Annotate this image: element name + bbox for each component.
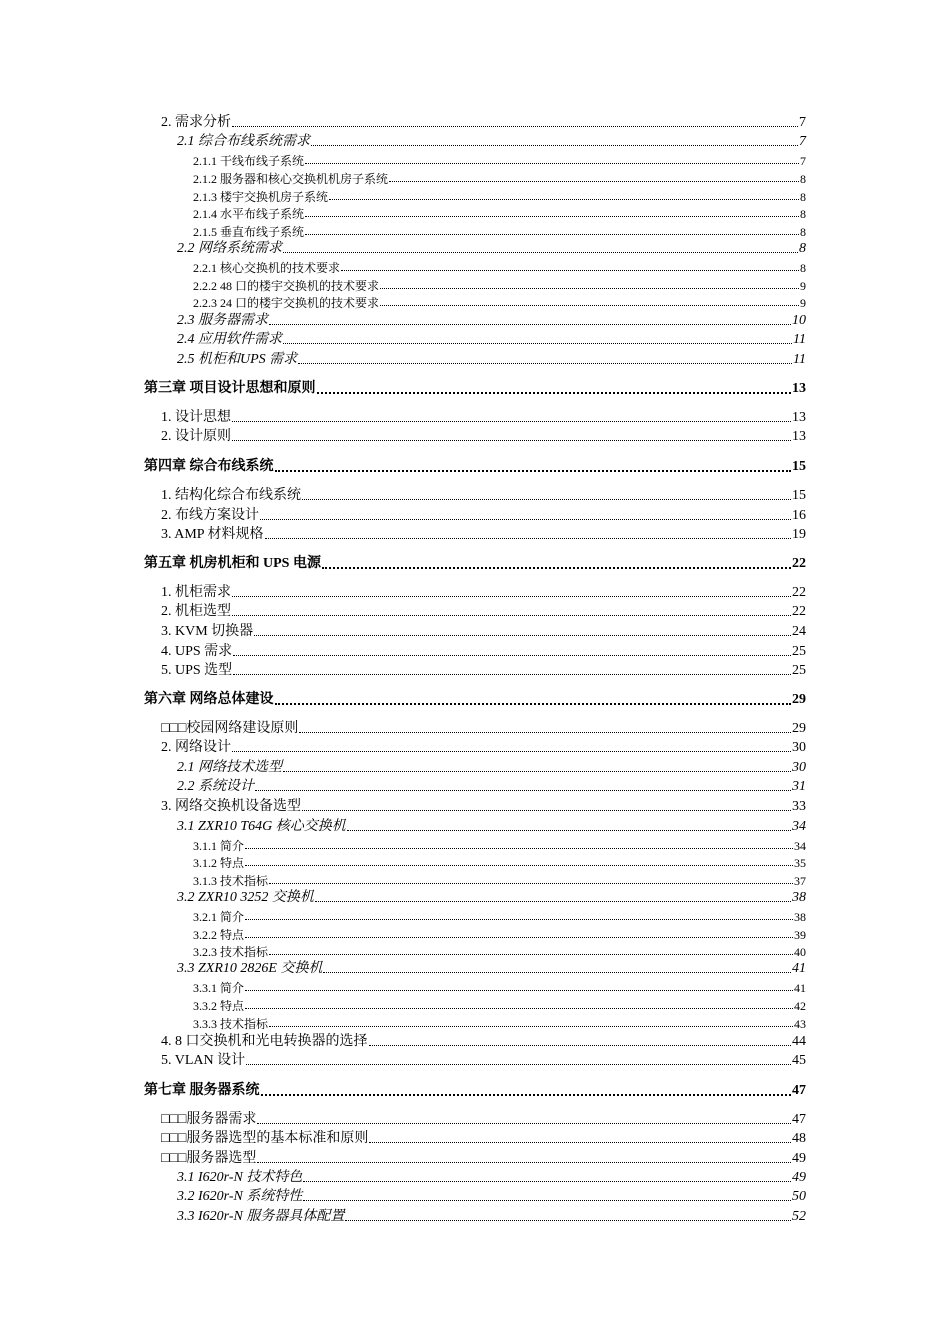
- toc-entry-label: 2.2 网络系统需求: [177, 241, 282, 256]
- toc-entry-label: 2.2.2 48 口的楼宇交换机的技术要求: [193, 279, 380, 293]
- toc-dot-leader: [369, 1045, 792, 1046]
- toc-dot-leader: [299, 732, 791, 733]
- toc-entry-label: 2.5 机柜和UPS 需求: [177, 352, 298, 367]
- toc-entry-label: 2. 需求分析: [161, 115, 231, 130]
- toc-page-number: 45: [792, 1053, 806, 1068]
- toc-dot-leader: [341, 270, 799, 271]
- toc-dot-leader: [380, 288, 799, 289]
- toc-entry[interactable]: [193, 191, 806, 203]
- toc-entry-label: 第七章 服务器系统: [144, 1083, 260, 1098]
- toc-entry[interactable]: [193, 226, 806, 238]
- toc-page-number: 13: [792, 410, 806, 425]
- toc-dot-leader: [305, 216, 799, 217]
- toc-page-number: 42: [794, 999, 806, 1013]
- toc-entry-label: 3.1.3 技术指标: [193, 874, 269, 888]
- toc-page-number: 10: [792, 313, 806, 328]
- toc-entry[interactable]: [161, 509, 806, 523]
- toc-entry-label: 2.3 服务器需求: [177, 313, 268, 328]
- toc-entry-label: 2.1.5 垂直布线子系统: [193, 225, 305, 239]
- toc-entry-label: 2. 网络设计: [161, 740, 231, 755]
- toc-entry[interactable]: [193, 208, 806, 220]
- toc-dot-leader: [298, 363, 792, 364]
- toc-entry[interactable]: [161, 1035, 806, 1049]
- toc-dot-leader: [257, 1123, 791, 1124]
- toc-entry[interactable]: [177, 761, 806, 775]
- toc-page-number: 41: [794, 981, 806, 995]
- toc-entry-label: 2. 机柜选型: [161, 604, 231, 619]
- toc-dot-leader: [345, 1220, 791, 1221]
- toc-page-number: 47: [792, 1112, 806, 1127]
- toc-entry[interactable]: [161, 664, 806, 678]
- toc-entry[interactable]: [193, 875, 806, 887]
- toc-page-number: 44: [792, 1034, 806, 1049]
- toc-entry-label: 3.3.1 简介: [193, 981, 245, 995]
- toc-dot-leader: [303, 1200, 791, 1201]
- toc-page-number: 50: [792, 1189, 806, 1204]
- toc-page-number: 25: [792, 663, 806, 678]
- toc-entry-label: 4. 8 口交换机和光电转换器的选择: [161, 1034, 368, 1049]
- toc-entry[interactable]: [177, 1171, 806, 1185]
- toc-dot-leader: [232, 751, 791, 752]
- toc-page-number: 15: [792, 488, 806, 503]
- toc-entry-label: 3. 网络交换机设备选型: [161, 799, 301, 814]
- toc-dot-leader: [269, 324, 791, 325]
- toc-entry[interactable]: [193, 280, 806, 292]
- toc-entry[interactable]: [177, 135, 806, 149]
- toc-entry-label: 3.3 I620r-N 服务器具体配置: [177, 1209, 345, 1224]
- toc-page-number: 30: [792, 760, 806, 775]
- toc-entry[interactable]: [161, 605, 806, 619]
- toc-entry[interactable]: [193, 155, 806, 167]
- toc-entry[interactable]: [193, 911, 806, 923]
- toc-dot-leader: [315, 901, 791, 902]
- toc-page-number: 19: [792, 527, 806, 542]
- toc-entry[interactable]: [193, 857, 806, 869]
- toc-entry[interactable]: [161, 1054, 806, 1068]
- toc-page-number: 8: [800, 261, 806, 275]
- toc-dot-leader: [245, 1008, 793, 1009]
- toc-entry-label: 2. 布线方案设计: [161, 508, 259, 523]
- toc-entry-label: 2.2.1 核心交换机的技术要求: [193, 261, 341, 275]
- toc-dot-leader: [261, 1094, 792, 1096]
- toc-entry-label: 2.4 应用软件需求: [177, 332, 282, 347]
- toc-entry-label: 4. UPS 需求: [161, 644, 233, 659]
- toc-entry[interactable]: [177, 962, 806, 976]
- toc-dot-leader: [245, 919, 793, 920]
- toc-page-number: 8: [800, 207, 806, 221]
- toc-dot-leader: [245, 937, 793, 938]
- toc-dot-leader: [329, 199, 799, 200]
- toc-entry-label: 3. KVM 切换器: [161, 624, 254, 639]
- toc-dot-leader: [254, 635, 791, 636]
- toc-entry[interactable]: [193, 297, 806, 309]
- toc-page-number: 25: [792, 644, 806, 659]
- toc-dot-leader: [232, 440, 791, 441]
- toc-chapter[interactable]: [144, 460, 806, 474]
- toc-entry[interactable]: [177, 314, 806, 328]
- toc-entry[interactable]: [177, 820, 806, 834]
- toc-entry-label: □□□服务器选型: [161, 1151, 257, 1166]
- toc-entry[interactable]: [161, 489, 806, 503]
- toc-dot-leader: [269, 954, 793, 955]
- toc-dot-leader: [302, 810, 791, 811]
- toc-page-number: 22: [792, 585, 806, 600]
- toc-page-number: 31: [792, 779, 806, 794]
- toc-dot-leader: [302, 499, 791, 500]
- toc-entry[interactable]: [161, 645, 806, 659]
- toc-page-number: 11: [793, 332, 806, 347]
- toc-dot-leader: [347, 830, 791, 831]
- toc-page-number: 7: [799, 134, 806, 149]
- toc-dot-leader: [283, 343, 792, 344]
- toc-entry-label: 3.3 ZXR10 2826E 交换机: [177, 961, 323, 976]
- toc-page-number: 37: [794, 874, 806, 888]
- toc-page-number: 8: [800, 190, 806, 204]
- toc-dot-leader: [232, 615, 791, 616]
- toc-entry[interactable]: [161, 800, 806, 814]
- toc-dot-leader: [305, 163, 799, 164]
- toc-page-number: 7: [799, 115, 806, 130]
- toc-dot-leader: [232, 421, 791, 422]
- toc-dot-leader: [233, 674, 791, 675]
- toc-entry-label: 2.1.2 服务器和核心交换机机房子系统: [193, 172, 389, 186]
- toc-entry[interactable]: [177, 333, 806, 347]
- toc-dot-leader: [380, 305, 799, 306]
- toc-dot-leader: [245, 865, 793, 866]
- toc-entry[interactable]: [161, 411, 806, 425]
- toc-page-number: 33: [792, 799, 806, 814]
- toc-entry[interactable]: [193, 1000, 806, 1012]
- toc-entry[interactable]: [193, 929, 806, 941]
- toc-page-number: 9: [800, 279, 806, 293]
- toc-page-number: 16: [792, 508, 806, 523]
- toc-page-number: 13: [792, 429, 806, 444]
- toc-entry-label: 1. 设计思想: [161, 410, 231, 425]
- toc-entry-label: 3.1 ZXR10 T64G 核心交换机: [177, 819, 346, 834]
- toc-entry[interactable]: [161, 1113, 806, 1127]
- toc-dot-leader: [303, 1181, 791, 1182]
- toc-entry-label: 3.2 ZXR10 3252 交换机: [177, 890, 314, 905]
- toc-entry-label: 3.1.2 特点: [193, 856, 245, 870]
- toc-entry-label: □□□校园网络建设原则: [161, 721, 299, 736]
- toc-entry[interactable]: [193, 946, 806, 958]
- toc-entry[interactable]: [161, 625, 806, 639]
- toc-entry-label: 1. 结构化综合布线系统: [161, 488, 301, 503]
- toc-dot-leader: [269, 883, 793, 884]
- toc-entry-label: 3. AMP 材料规格: [161, 527, 264, 542]
- toc-page-number: 34: [794, 839, 806, 853]
- toc-page-number: 7: [800, 154, 806, 168]
- toc-entry-label: 5. UPS 选型: [161, 663, 233, 678]
- toc-page-number: 29: [792, 721, 806, 736]
- toc-dot-leader: [260, 519, 791, 520]
- toc-page-number: 43: [794, 1017, 806, 1031]
- toc-page-number: 39: [794, 928, 806, 942]
- toc-entry-label: 3.2.2 特点: [193, 928, 245, 942]
- toc-dot-leader: [269, 1026, 793, 1027]
- toc-page-number: 35: [794, 856, 806, 870]
- toc-dot-leader: [265, 538, 791, 539]
- toc-page-number: 52: [792, 1209, 806, 1224]
- toc-entry-label: 3.3.3 技术指标: [193, 1017, 269, 1031]
- toc-entry[interactable]: [193, 840, 806, 852]
- toc-page-number: 41: [792, 961, 806, 976]
- toc-entry-label: □□□服务器需求: [161, 1112, 257, 1127]
- toc-dot-leader: [317, 392, 792, 394]
- toc-page-number: 8: [800, 225, 806, 239]
- toc-page-number: 13: [792, 381, 806, 396]
- toc-page-number: 8: [799, 241, 806, 256]
- toc-dot-leader: [232, 126, 798, 127]
- toc-entry[interactable]: [177, 1210, 806, 1224]
- toc-entry-label: 3.2 I620r-N 系统特性: [177, 1189, 303, 1204]
- toc-page-number: 9: [800, 296, 806, 310]
- toc-dot-leader: [389, 181, 799, 182]
- toc-entry-label: 第三章 项目设计思想和原则: [144, 381, 316, 396]
- toc-entry[interactable]: [177, 242, 806, 256]
- toc-entry-label: 2.2 系统设计: [177, 779, 254, 794]
- toc-entry-label: □□□服务器选型的基本标准和原则: [161, 1131, 369, 1146]
- toc-entry-label: 2.1 综合布线系统需求: [177, 134, 310, 149]
- toc-entry-label: 3.1 I620r-N 技术特色: [177, 1170, 303, 1185]
- toc-chapter[interactable]: [144, 1084, 806, 1098]
- toc-dot-leader: [275, 703, 792, 705]
- toc-entry[interactable]: [177, 780, 806, 794]
- toc-page-number: 48: [792, 1131, 806, 1146]
- toc-entry-label: 第六章 网络总体建设: [144, 692, 274, 707]
- toc-dot-leader: [233, 655, 791, 656]
- toc-entry[interactable]: [193, 1018, 806, 1030]
- toc-entry[interactable]: [161, 1132, 806, 1146]
- toc-dot-leader: [275, 470, 792, 472]
- toc-entry[interactable]: [177, 891, 806, 905]
- toc-entry-label: 第五章 机房机柜和 UPS 电源: [144, 556, 321, 571]
- toc-entry[interactable]: [161, 430, 806, 444]
- toc-page-number: 34: [792, 819, 806, 834]
- toc-dot-leader: [283, 771, 791, 772]
- toc-dot-leader: [232, 596, 791, 597]
- toc-dot-leader: [311, 145, 798, 146]
- toc-entry[interactable]: [161, 1152, 806, 1166]
- toc-entry[interactable]: [161, 722, 806, 736]
- toc-page-number: 22: [792, 556, 806, 571]
- toc-page-number: 29: [792, 692, 806, 707]
- toc-dot-leader: [369, 1142, 791, 1143]
- toc-entry-label: 3.3.2 特点: [193, 999, 245, 1013]
- toc-entry-label: 第四章 综合布线系统: [144, 459, 274, 474]
- toc-chapter[interactable]: [144, 557, 806, 571]
- toc-dot-leader: [305, 234, 799, 235]
- toc-page-number: 11: [793, 352, 806, 367]
- toc-dot-leader: [283, 252, 798, 253]
- toc-entry-label: 2.1 网络技术选型: [177, 760, 282, 775]
- toc-page-number: 49: [792, 1170, 806, 1185]
- toc-entry-label: 2. 设计原则: [161, 429, 231, 444]
- toc-entry[interactable]: [177, 353, 806, 367]
- toc-page-number: 24: [792, 624, 806, 639]
- toc-entry-label: 2.1.3 楼宇交换机房子系统: [193, 190, 329, 204]
- toc-entry[interactable]: [193, 173, 806, 185]
- toc-dot-leader: [245, 990, 793, 991]
- toc-page-number: 38: [794, 910, 806, 924]
- toc-dot-leader: [255, 790, 791, 791]
- toc-entry[interactable]: [177, 1190, 806, 1204]
- toc-entry[interactable]: [161, 528, 806, 542]
- toc-page-number: 38: [792, 890, 806, 905]
- toc-chapter[interactable]: [144, 693, 806, 707]
- toc-entry[interactable]: [161, 586, 806, 600]
- toc-dot-leader: [245, 848, 793, 849]
- toc-dot-leader: [246, 1064, 791, 1065]
- toc-entry-label: 5. VLAN 设计: [161, 1053, 246, 1068]
- toc-entry[interactable]: [193, 262, 806, 274]
- toc-entry-label: 1. 机柜需求: [161, 585, 231, 600]
- toc-entry-label: 2.1.4 水平布线子系统: [193, 207, 305, 221]
- toc-page-number: 49: [792, 1151, 806, 1166]
- toc-chapter[interactable]: [144, 382, 806, 396]
- toc-entry-label: 2.2.3 24 口的楼宇交换机的技术要求: [193, 296, 380, 310]
- toc-dot-leader: [323, 972, 791, 973]
- toc-dot-leader: [257, 1162, 791, 1163]
- toc-page-number: 15: [792, 459, 806, 474]
- toc-page-number: 40: [794, 945, 806, 959]
- toc-page-number: 8: [800, 172, 806, 186]
- toc-entry-label: 2.1.1 干线布线子系统: [193, 154, 305, 168]
- toc-entry-label: 3.2.1 简介: [193, 910, 245, 924]
- toc-dot-leader: [322, 567, 791, 569]
- toc-entry[interactable]: [193, 982, 806, 994]
- toc-page-number: 47: [792, 1083, 806, 1098]
- toc-entry[interactable]: [161, 116, 806, 130]
- toc-entry[interactable]: [161, 741, 806, 755]
- toc-page-number: 22: [792, 604, 806, 619]
- toc-entry-label: 3.2.3 技术指标: [193, 945, 269, 959]
- toc-page-number: 30: [792, 740, 806, 755]
- toc-entry-label: 3.1.1 简介: [193, 839, 245, 853]
